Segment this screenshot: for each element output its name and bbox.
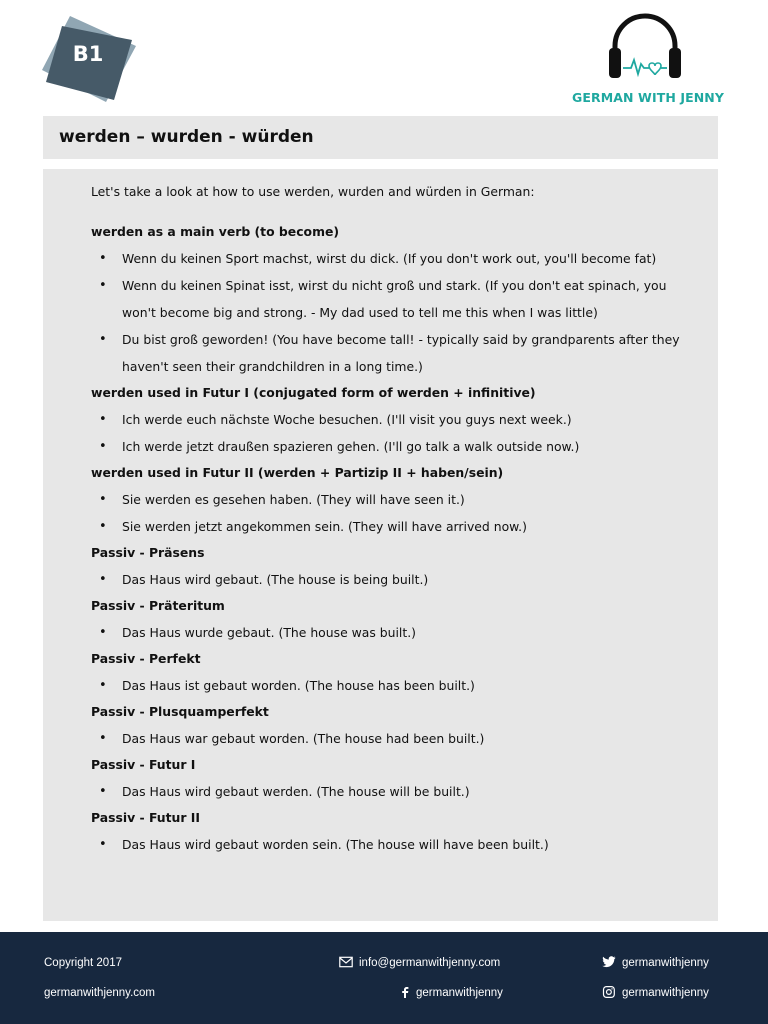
list-item: • Das Haus ist gebaut worden. (The house has been built.)	[91, 672, 688, 699]
list-item: • Das Haus war gebaut worden. (The house had been built.)	[91, 725, 688, 752]
page-title: werden – wurden - würden	[59, 127, 314, 147]
section-title: Passiv - Präsens	[91, 545, 205, 560]
brand-name: GERMAN WITH JENNY	[572, 90, 724, 105]
bullet-list	[91, 566, 688, 593]
list-item: • Das Haus wird gebaut werden. (The house will be built.)	[91, 778, 688, 805]
footer	[0, 932, 768, 1024]
list-item: • Das Haus wurde gebaut. (The house was built.)	[91, 619, 688, 646]
list-item: • Sie werden es gesehen haben. (They will have seen it.)	[91, 486, 688, 513]
facebook-icon	[400, 986, 410, 998]
instagram-icon	[602, 986, 616, 998]
headphones-heartbeat-icon	[605, 10, 685, 82]
bullet-list	[91, 672, 688, 699]
list-item: • Wenn du keinen Spinat isst, wirst du nicht groß und stark. (If you don't eat spinach, you won't become big and strong. - My dad used to tell me this when I was little)	[91, 272, 688, 326]
facebook-contact[interactable]	[400, 986, 503, 999]
list-item: • Das Haus wird gebaut worden sein. (The house will have been built.)	[91, 831, 688, 858]
section-title: Passiv - Präteritum	[91, 598, 225, 613]
section-title: Passiv - Perfekt	[91, 651, 201, 666]
list-item: • Wenn du keinen Sport machst, wirst du dick. (If you don't work out, you'll become fat)	[91, 245, 688, 272]
level-label: B1	[72, 42, 104, 66]
section-title: Passiv - Futur I	[91, 757, 196, 772]
list-item: • Ich werde jetzt draußen spazieren gehen. (I'll go talk a walk outside now.)	[91, 433, 688, 460]
list-item: • Du bist groß geworden! (You have become tall! - typically said by grandparents after they haven't seen their grandchildren in a long time.)	[91, 326, 688, 380]
section-title: werden as a main verb (to become)	[91, 224, 340, 239]
list-item: • Ich werde euch nächste Woche besuchen. (I'll visit you guys next week.)	[91, 406, 688, 433]
bullet-list	[91, 831, 688, 858]
section-title: Passiv - Futur II	[91, 810, 201, 825]
website-link[interactable]: germanwithjenny.com	[44, 987, 156, 999]
title-bar	[43, 116, 718, 159]
instagram-handle: germanwithjenny	[622, 987, 709, 999]
intro-text: Let's take a look at how to use werden, wurden and würden in German:	[91, 184, 535, 199]
email-contact[interactable]	[339, 956, 500, 969]
section-title: werden used in Futur II (werden + Partizip II + haben/sein)	[91, 465, 504, 480]
content-panel	[43, 169, 718, 921]
email-address: info@germanwithjenny.com	[359, 957, 501, 969]
bullet-list	[91, 725, 688, 752]
facebook-handle: germanwithjenny	[416, 987, 503, 999]
bullet-list	[91, 619, 688, 646]
bullet-list	[91, 245, 688, 380]
bullet-list	[91, 486, 688, 540]
list-item: • Sie werden jetzt angekommen sein. (They will have arrived now.)	[91, 513, 688, 540]
twitter-contact[interactable]	[602, 956, 709, 969]
level-badge	[40, 12, 140, 104]
sections-list	[91, 223, 688, 858]
list-item: • Das Haus wird gebaut. (The house is being built.)	[91, 566, 688, 593]
brand-logo	[572, 10, 724, 105]
instagram-contact[interactable]	[602, 986, 709, 999]
copyright-text: Copyright 2017	[44, 957, 122, 969]
twitter-icon	[602, 956, 616, 968]
envelope-icon	[339, 956, 353, 968]
bullet-list	[91, 406, 688, 460]
bullet-list	[91, 778, 688, 805]
section-title: Passiv - Plusquamperfekt	[91, 704, 269, 719]
section-title: werden used in Futur I (conjugated form of werden + infinitive)	[91, 385, 536, 400]
twitter-handle: germanwithjenny	[622, 957, 709, 969]
